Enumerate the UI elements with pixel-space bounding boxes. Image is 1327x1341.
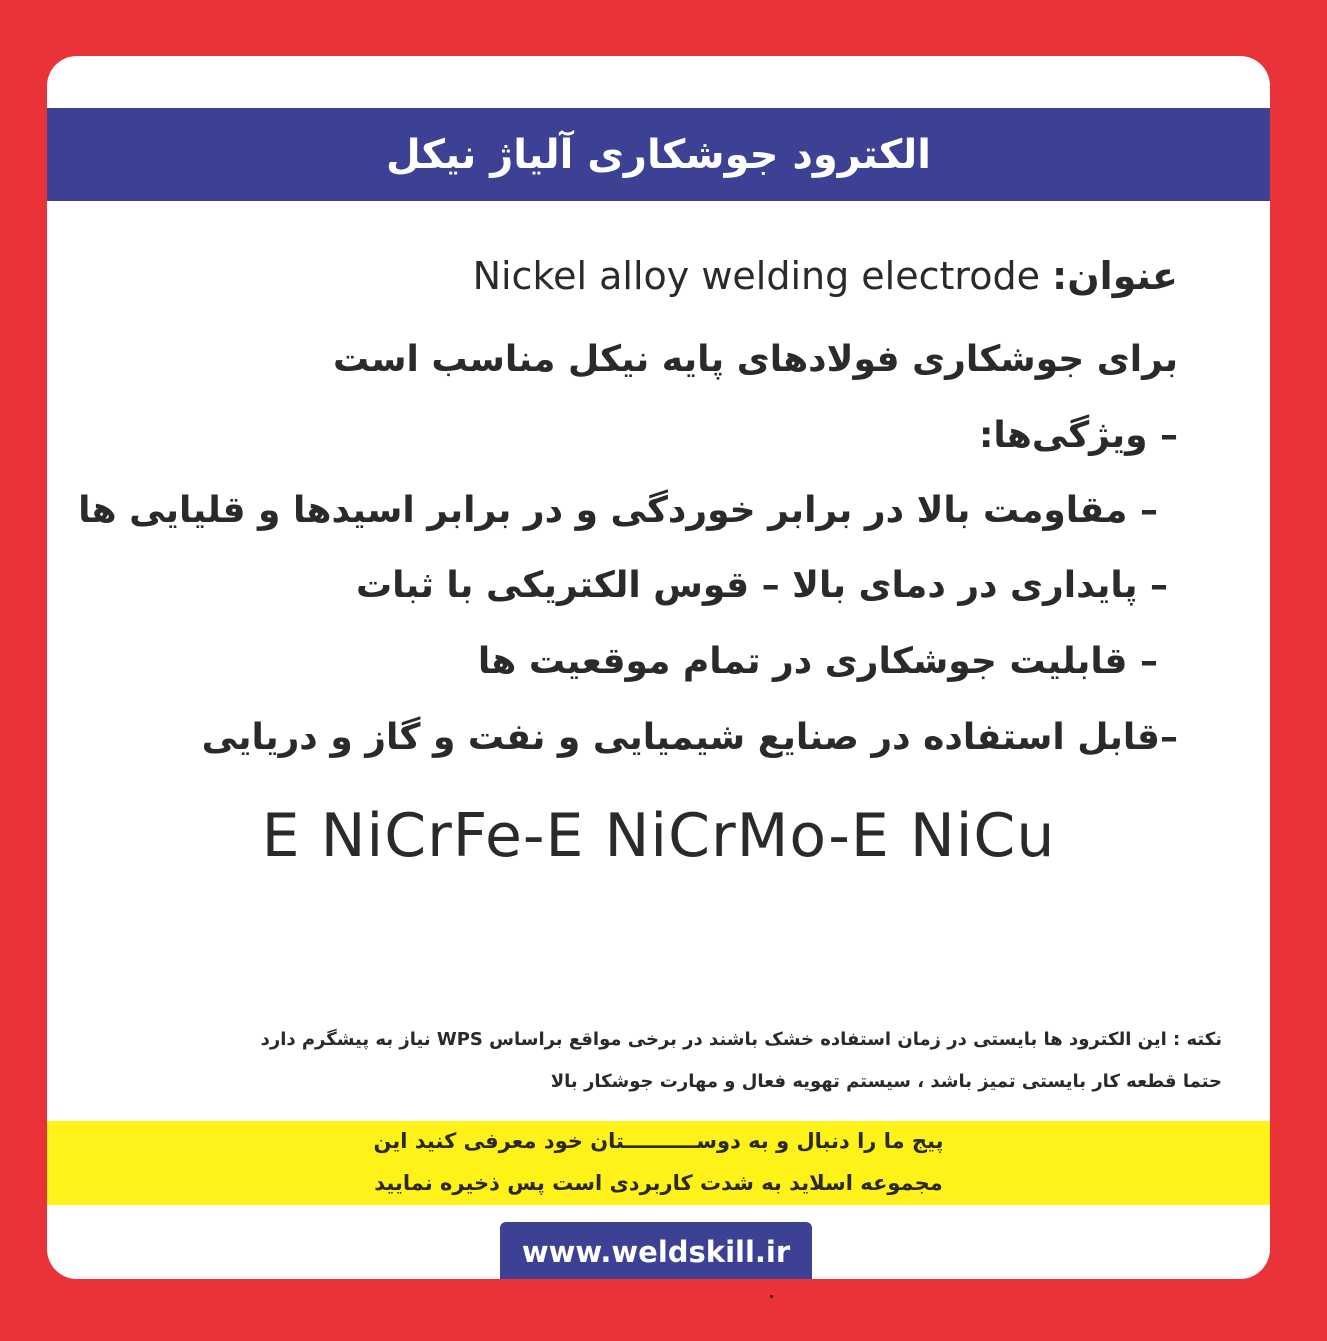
promo-band [47,1121,1270,1205]
title-value: Nickel alloy welding electrode [472,254,1040,298]
feature-industries: –قابل استفاده در صنایع شیمیایی و نفت و گاز و دریایی [201,717,1178,758]
promo-line-2: مجموعه اسلاید به شدت کاربردی است پس ذخیره نمایید [374,1171,943,1195]
product-title-line [473,254,1178,300]
note-line-1: نکته : این الکترود ها بایستی در زمان استفاده خشک باشند در برخی مواقع براساس WPS نیاز به پیشگرم دارد [260,1029,1222,1050]
promo-line-1: پیج ما را دنبال و به دوســــــــــتان خود معرفی کنید این [373,1129,944,1153]
note-line-2: حتما قطعه کار بایستی تمیز باشد ، سیستم تهویه فعال و مهارت جوشکار بالا [550,1071,1222,1092]
content-area [47,56,1270,1279]
title-label: عنوان: [1052,254,1178,298]
content-card [47,56,1270,1279]
feature-temperature: – پایداری در دمای بالا – قوس الکتریکی با ثبات [355,565,1168,606]
website-link[interactable]: www.weldskill.ir [521,1235,791,1269]
decorative-dot [770,1295,773,1298]
page-title: الکترود جوشکاری آلیاژ نیکل [386,131,931,178]
website-badge[interactable] [500,1222,812,1279]
features-heading: – ویژگی‌ها: [978,415,1178,456]
feature-positions: – قابلیت جوشکاری در تمام موقعیت ها [477,641,1158,682]
usage-line: برای جوشکاری فولادهای پایه نیکل مناسب است [333,339,1178,380]
feature-corrosion: – مقاومت بالا در برابر خوردگی و در برابر اسیدها و قلیایی ها [78,490,1158,531]
electrode-codes: E NiCrFe-E NiCrMo-E NiCu [261,801,1056,871]
